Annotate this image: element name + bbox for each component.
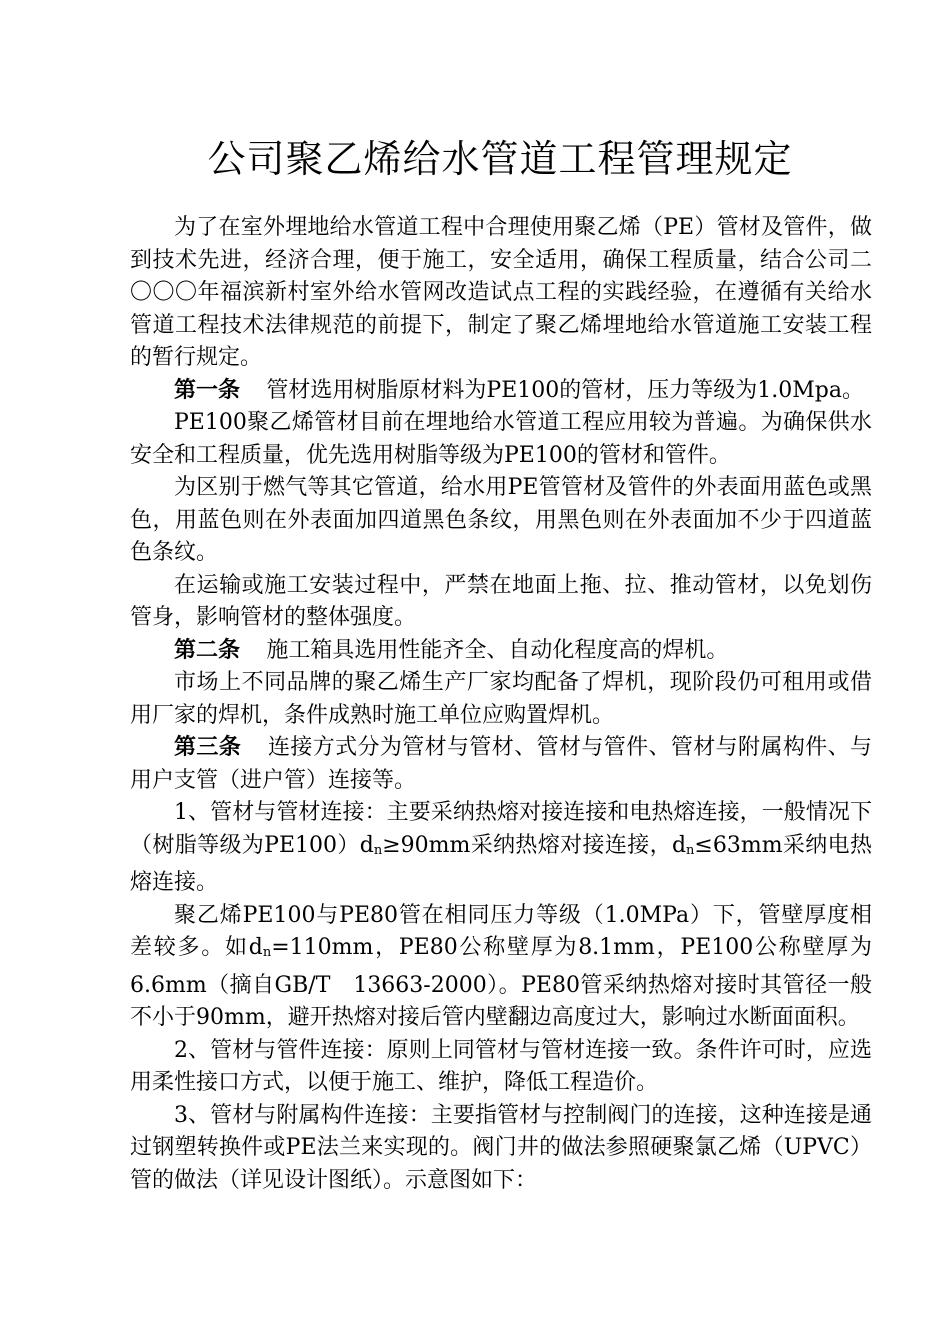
item-1-paragraph [130,797,872,900]
item-3-paragraph: 3、管材与附属构件连接：主要指管材与控制阀门的连接，这种连接是通过钢塑转换件或PE法兰来实现的。阀门井的做法参照硬聚氯乙烯（UPVC）管的做法（详见设计图纸）。示意图如下： [130,1102,872,1193]
article-2-text: 施工箱具选用性能齐全、自动化程度高的焊机。 [266,637,729,663]
wall-text-a: 聚乙烯PE100与PE80管在相同压力等级（1.0MPa）下，管壁厚度相差较多。如d [130,902,872,960]
article-1-paragraph [130,375,872,408]
item-1-text-a: 1、管材与管材连接：主要采纳热熔对接连接和电热熔连接，一般情况下（树脂等级为PE100）d [130,800,872,858]
item-1-subscript-1: n [373,842,383,858]
article-2-label: 第二条 [174,637,241,663]
article-1-label: 第一条 [174,377,241,403]
article-1-text: 管材选用树脂原材料为PE100的管材，压力等级为1.0Mpa。 [266,377,864,403]
item-1-text-b: ≥90mm采纳热熔对接连接，d [382,832,687,858]
article-3-text: 连接方式分为管材与管材、管材与管件、管材与附属构件、与用户支管（进户管）连接等。 [130,735,872,793]
document-body [130,212,872,1197]
color-paragraph: 为区别于燃气等其它管道，给水用PE管管材及管件的外表面用蓝色或黑色，用蓝色则在外表面加四道黑色条纹，用黑色则在外表面加不少于四道蓝色条纹。 [130,475,872,565]
intro-paragraph: 为了在室外埋地给水管道工程中合理使用聚乙烯（PE）管材及管件，做到技术先进，经济合理，便于施工，安全适用，确保工程质量，结合公司二〇〇〇年福滨新村室外给水管网改造试点工程的实践经验，在遵循有关给水管道工程技术法律规范的前提下，制定了聚乙烯埋地给水管道施工安装工程的暂行规定。 [130,215,872,370]
item-2-paragraph: 2、管材与管件连接：原则上同管材与管材连接一致。条件许可时，应选用柔性接口方式，以便于施工、维护，降低工程造价。 [130,1037,872,1095]
article-3-paragraph [130,732,872,797]
document-title: 公司聚乙烯给水管道工程管理规定 [207,137,793,181]
wall-text-b: =110mm，PE80公称壁厚为8.1mm，PE100公称壁厚为6.6mm（摘自GB/T 13663-2000）。PE80管采纳热熔对接时其管径一般不小于90mm，避开热熔对接后管内壁翻边高度过大，影响过水断面面积。 [130,935,872,1030]
transport-paragraph: 在运输或施工安装过程中，严禁在地面上拖、拉、推动管材，以免划伤管身，影响管材的整体强度。 [130,572,872,630]
item-1-text-c: ≤63mm采纳电热熔连接。 [130,832,873,895]
item-1-subscript-2: n [686,842,695,858]
market-paragraph: 市场上不同品牌的聚乙烯生产厂家均配备了焊机，现阶段仍可租用或借用厂家的焊机，条件成熟时施工单位应购置焊机。 [130,670,872,728]
pe100-paragraph: PE100聚乙烯管材目前在埋地给水管道工程应用较为普遍。为确保供水安全和工程质量，优先选用树脂等级为PE100的管材和管件。 [130,410,872,468]
wall-subscript: n [262,945,272,960]
article-2-paragraph [130,635,872,668]
wall-thickness-paragraph [130,900,872,1035]
article-3-label: 第三条 [174,735,242,760]
